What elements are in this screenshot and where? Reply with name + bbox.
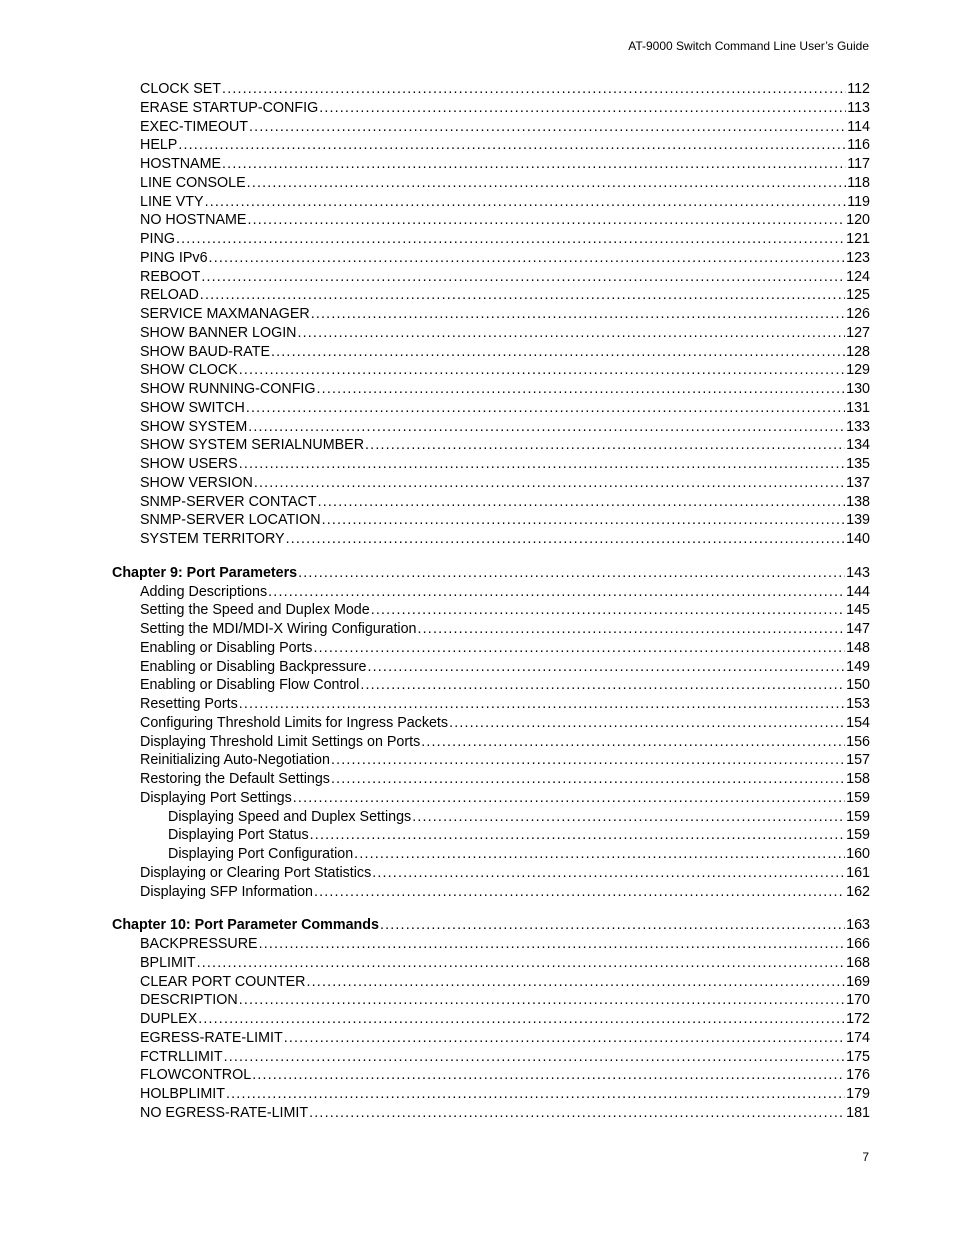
toc-entry[interactable] — [112, 695, 870, 714]
toc-entry[interactable] — [112, 399, 870, 418]
dot-leader — [200, 286, 845, 305]
toc-entry-title: SHOW USERS — [140, 456, 238, 472]
toc-entry-page: 133 — [846, 418, 870, 435]
toc-entry[interactable] — [112, 954, 870, 973]
toc-entry[interactable] — [112, 1010, 870, 1029]
dot-leader — [197, 954, 846, 973]
toc-entry[interactable] — [112, 770, 870, 789]
toc-entry-page: 117 — [847, 156, 870, 172]
toc-entry-title: Displaying Port Configuration — [168, 846, 354, 862]
toc-entry-page: 161 — [846, 864, 870, 881]
toc-entry-page: 135 — [846, 456, 870, 472]
toc-entry-title: Enabling or Disabling Backpressure — [140, 658, 367, 675]
dot-leader — [298, 324, 846, 343]
toc-entry[interactable] — [112, 845, 870, 864]
dot-leader — [239, 361, 845, 380]
dot-leader — [224, 1048, 846, 1067]
toc-entry-page: 153 — [846, 696, 870, 712]
toc-entry-page: 150 — [846, 677, 870, 694]
toc-entry-page: 174 — [846, 1029, 870, 1046]
toc-entry-page: 163 — [846, 917, 870, 934]
toc-entry-page: 158 — [846, 771, 870, 787]
toc-entry[interactable] — [112, 1104, 870, 1123]
toc-entry[interactable] — [112, 991, 870, 1010]
toc-entry[interactable] — [112, 136, 870, 155]
toc-entry[interactable] — [112, 583, 870, 602]
dot-leader — [239, 455, 845, 474]
toc-entry[interactable] — [112, 249, 870, 268]
toc-entry[interactable] — [112, 343, 870, 362]
dot-leader — [247, 174, 847, 193]
toc-entry-title: FCTRLLIMIT — [140, 1048, 223, 1065]
toc-entry-title: SERVICE MAXMANAGER — [140, 306, 310, 322]
toc-entry-page: 139 — [846, 512, 870, 529]
toc-entry[interactable] — [112, 1066, 870, 1085]
dot-leader — [313, 639, 845, 658]
toc-entry-title: Chapter 10: Port Parameter Commands — [112, 917, 379, 934]
toc-entry[interactable] — [112, 789, 870, 808]
toc-entry-page: 147 — [846, 621, 870, 637]
dot-leader — [293, 789, 845, 808]
toc-entry-page: 159 — [846, 808, 870, 825]
dot-leader — [368, 658, 846, 677]
toc-entry-page: 170 — [846, 992, 870, 1009]
toc-entry-page: 149 — [846, 658, 870, 675]
toc-entry-title: Enabling or Disabling Flow Control — [140, 677, 360, 694]
toc-entry-title: LINE CONSOLE — [140, 174, 246, 191]
toc-entry-title: EGRESS-RATE-LIMIT — [140, 1029, 283, 1046]
dot-leader — [201, 268, 845, 287]
dot-leader — [309, 1104, 845, 1123]
toc-entry[interactable] — [112, 230, 870, 249]
dot-leader — [247, 211, 845, 230]
dot-leader — [412, 808, 845, 827]
toc-entry-title: ERASE STARTUP-CONFIG — [140, 99, 319, 116]
toc-entry[interactable] — [112, 418, 870, 437]
toc-entry-page: 131 — [846, 399, 870, 416]
toc-entry-page: 124 — [846, 268, 870, 285]
toc-entry-page: 134 — [846, 437, 870, 454]
toc-entry-title: CLOCK SET — [140, 81, 222, 97]
toc-entry-page: 162 — [846, 883, 870, 900]
toc-entry[interactable] — [112, 530, 870, 549]
toc-entry-title: Displaying Speed and Duplex Settings — [168, 808, 412, 825]
toc-entry-title: Setting the MDI/MDI-X Wiring Configuration — [140, 621, 417, 637]
dot-leader — [318, 493, 846, 512]
toc-entry-page: 169 — [846, 973, 870, 990]
toc-entry-page: 126 — [846, 306, 870, 322]
toc-entry[interactable] — [112, 1048, 870, 1067]
toc-entry-title: REBOOT — [140, 268, 201, 285]
dot-leader — [365, 436, 845, 455]
toc-entry-page: 118 — [847, 174, 870, 191]
toc-entry[interactable] — [112, 973, 870, 992]
toc-entry[interactable] — [112, 714, 870, 733]
dot-leader — [205, 193, 847, 212]
dot-leader — [310, 826, 845, 845]
page-number: 7 — [862, 1150, 869, 1164]
toc-entry[interactable] — [112, 380, 870, 399]
toc-entry-title: HOSTNAME — [140, 156, 222, 172]
toc-entry-title: DUPLEX — [140, 1011, 198, 1027]
dot-leader — [239, 991, 845, 1010]
toc-entry-title: NO EGRESS-RATE-LIMIT — [140, 1104, 309, 1121]
toc-entry[interactable] — [112, 620, 870, 639]
toc-entry-page: 156 — [846, 733, 870, 750]
toc-entry-title: Adding Descriptions — [140, 583, 268, 600]
toc-entry-title: LINE VTY — [140, 193, 204, 210]
toc-entry[interactable] — [112, 1085, 870, 1104]
toc-entry-page: 160 — [846, 846, 870, 862]
dot-leader — [176, 230, 845, 249]
dot-leader — [360, 676, 845, 695]
toc-entry-title: HELP — [140, 137, 178, 154]
dot-leader — [254, 474, 845, 493]
toc-entry-title: Reinitializing Auto-Negotiation — [140, 752, 330, 769]
toc-entry[interactable] — [112, 305, 870, 324]
toc-entry[interactable] — [112, 601, 870, 620]
dot-leader — [222, 155, 846, 174]
toc-entry-title: SHOW SYSTEM — [140, 418, 248, 435]
toc-entry-page: 112 — [847, 81, 870, 97]
toc-entry-page: 157 — [846, 752, 870, 769]
toc-entry-title: RELOAD — [140, 287, 199, 304]
toc-entry-page: 127 — [846, 324, 870, 341]
dot-leader — [317, 380, 846, 399]
toc-entry-title: SHOW VERSION — [140, 474, 253, 491]
toc-entry-title: Chapter 9: Port Parameters — [112, 564, 298, 581]
toc-entry-title: BACKPRESSURE — [140, 936, 258, 952]
toc-entry-title: Displaying Threshold Limit Settings on Ports — [140, 733, 421, 750]
dot-leader — [222, 80, 846, 99]
toc-entry-page: 138 — [846, 493, 870, 510]
toc-entry[interactable] — [112, 639, 870, 658]
toc-chapter-entry[interactable] — [112, 564, 870, 583]
dot-leader — [271, 343, 845, 362]
toc-entry-title: Displaying Port Status — [168, 827, 309, 844]
dot-leader — [198, 1010, 845, 1029]
dot-leader — [252, 1066, 845, 1085]
toc-entry-page: 144 — [846, 583, 870, 600]
toc-entry-title: DESCRIPTION — [140, 992, 238, 1009]
toc-entry[interactable] — [112, 174, 870, 193]
toc-entry-page: 113 — [847, 99, 870, 116]
dot-leader — [331, 770, 845, 789]
table-of-contents — [112, 80, 870, 1123]
dot-leader — [371, 601, 845, 620]
dot-leader — [226, 1085, 845, 1104]
toc-entry-title: NO HOSTNAME — [140, 212, 247, 229]
toc-entry-page: 121 — [846, 231, 870, 247]
dot-leader — [259, 935, 846, 954]
toc-entry-title: HOLBPLIMIT — [140, 1086, 226, 1102]
toc-entry[interactable] — [112, 733, 870, 752]
toc-entry-page: 179 — [846, 1086, 870, 1102]
toc-entry-title: EXEC-TIMEOUT — [140, 118, 249, 135]
toc-entry-title: Enabling or Disabling Ports — [140, 639, 313, 656]
toc-entry-title: FLOWCONTROL — [140, 1067, 252, 1084]
toc-entry[interactable] — [112, 493, 870, 512]
dot-leader — [246, 399, 845, 418]
toc-entry-title: SNMP-SERVER LOCATION — [140, 512, 321, 529]
toc-entry-title: Displaying Port Settings — [140, 789, 292, 806]
toc-entry-title: Resetting Ports — [140, 696, 238, 712]
running-header: AT-9000 Switch Command Line User’s Guide — [628, 39, 869, 53]
toc-entry-title: Restoring the Default Settings — [140, 771, 330, 787]
toc-entry-title: SHOW SYSTEM SERIALNUMBER — [140, 437, 365, 454]
toc-chapter-entry[interactable] — [112, 916, 870, 935]
toc-entry[interactable] — [112, 676, 870, 695]
dot-leader — [314, 883, 845, 902]
toc-entry-page: 168 — [846, 954, 870, 971]
dot-leader — [284, 1029, 845, 1048]
toc-entry[interactable] — [112, 361, 870, 380]
toc-entry-title: SYSTEM TERRITORY — [140, 531, 285, 547]
toc-entry-page: 125 — [846, 287, 870, 304]
toc-entry-page: 159 — [846, 827, 870, 844]
toc-entry-page: 159 — [846, 789, 870, 806]
toc-entry-page: 119 — [847, 193, 870, 210]
toc-entry[interactable] — [112, 883, 870, 902]
toc-entry[interactable] — [112, 118, 870, 137]
toc-entry[interactable] — [112, 751, 870, 770]
toc-entry[interactable] — [112, 193, 870, 212]
toc-entry-page: 148 — [846, 639, 870, 656]
dot-leader — [178, 136, 846, 155]
dot-leader — [331, 751, 845, 770]
toc-entry-title: CLEAR PORT COUNTER — [140, 973, 306, 990]
toc-entry-page: 175 — [846, 1048, 870, 1065]
dot-leader — [239, 695, 845, 714]
dot-leader — [209, 249, 846, 268]
toc-entry-page: 116 — [847, 137, 870, 154]
dot-leader — [449, 714, 845, 733]
toc-entry-title: SHOW RUNNING-CONFIG — [140, 381, 316, 397]
toc-entry-page: 145 — [846, 602, 870, 619]
toc-entry[interactable] — [112, 80, 870, 99]
toc-entry[interactable] — [112, 808, 870, 827]
dot-leader — [421, 733, 845, 752]
toc-entry[interactable] — [112, 935, 870, 954]
toc-entry-title: SNMP-SERVER CONTACT — [140, 493, 317, 510]
toc-entry-title: SHOW BANNER LOGIN — [140, 324, 297, 341]
toc-entry-page: 154 — [846, 714, 870, 731]
dot-leader — [307, 973, 846, 992]
toc-entry[interactable] — [112, 474, 870, 493]
dot-leader — [380, 916, 845, 935]
toc-entry[interactable] — [112, 211, 870, 230]
toc-entry-title: BPLIMIT — [140, 954, 196, 971]
toc-entry-page: 130 — [846, 381, 870, 397]
toc-entry-title: Displaying SFP Information — [140, 883, 313, 900]
toc-entry-page: 140 — [846, 531, 870, 547]
toc-entry-page: 128 — [846, 343, 870, 360]
toc-entry-title: Configuring Threshold Limits for Ingress Packets — [140, 714, 449, 731]
dot-leader — [298, 564, 845, 583]
toc-entry[interactable] — [112, 324, 870, 343]
toc-entry[interactable] — [112, 455, 870, 474]
toc-entry-title: SHOW CLOCK — [140, 362, 238, 379]
dot-leader — [372, 864, 845, 883]
toc-entry[interactable] — [112, 155, 870, 174]
toc-entry-page: 129 — [846, 362, 870, 379]
toc-entry-title: SHOW BAUD-RATE — [140, 343, 270, 360]
toc-entry[interactable] — [112, 436, 870, 455]
toc-entry-page: 181 — [846, 1104, 870, 1121]
toc-entry[interactable] — [112, 268, 870, 287]
dot-leader — [418, 620, 846, 639]
toc-entry-page: 172 — [846, 1011, 870, 1027]
toc-entry-title: PING IPv6 — [140, 249, 208, 266]
toc-entry-title: Setting the Speed and Duplex Mode — [140, 602, 370, 619]
dot-leader — [354, 845, 845, 864]
toc-entry-title: Displaying or Clearing Port Statistics — [140, 864, 372, 881]
toc-entry-page: 123 — [846, 249, 870, 266]
toc-entry[interactable] — [112, 658, 870, 677]
toc-entry-page: 120 — [846, 212, 870, 229]
toc-entry-page: 137 — [846, 474, 870, 491]
toc-entry[interactable] — [112, 99, 870, 118]
toc-entry-title: PING — [140, 231, 175, 247]
toc-entry-page: 176 — [846, 1067, 870, 1084]
toc-entry-page: 143 — [846, 564, 870, 581]
toc-entry[interactable] — [112, 826, 870, 845]
dot-leader — [311, 305, 845, 324]
toc-entry[interactable] — [112, 864, 870, 883]
dot-leader — [322, 511, 846, 530]
dot-leader — [249, 118, 846, 137]
toc-entry[interactable] — [112, 1029, 870, 1048]
toc-entry-page: 114 — [847, 118, 870, 135]
toc-entry[interactable] — [112, 511, 870, 530]
toc-entry-title: SHOW SWITCH — [140, 399, 245, 416]
dot-leader — [286, 530, 846, 549]
toc-entry-page: 166 — [846, 936, 870, 952]
dot-leader — [248, 418, 845, 437]
dot-leader — [268, 583, 845, 602]
dot-leader — [319, 99, 846, 118]
toc-entry[interactable] — [112, 286, 870, 305]
